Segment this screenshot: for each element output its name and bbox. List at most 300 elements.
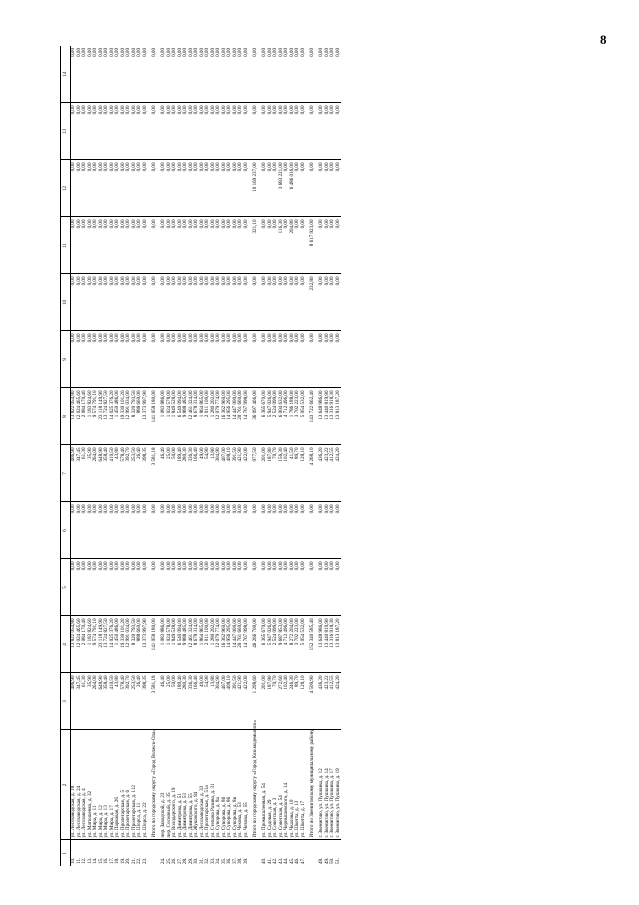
value-cell: 13 373 997,90 xyxy=(143,616,149,673)
row-number: 30. xyxy=(193,857,199,864)
value-cell: 0,00 xyxy=(295,274,301,331)
value-cell: 0,00 xyxy=(336,103,342,160)
value-cell: 0,00 xyxy=(132,46,138,103)
value-cell: 14 025 376,20 xyxy=(110,616,116,673)
value-cell: 0,00 xyxy=(132,331,138,388)
value-cell: 412,55 xyxy=(330,673,336,730)
value-cell: 70,70 xyxy=(273,673,279,730)
value-cell: 0,00 xyxy=(330,274,336,331)
value-cell: 0,00 xyxy=(115,46,121,103)
column-header: 2 xyxy=(61,730,71,840)
value-cell: 0,00 xyxy=(211,160,217,217)
value-cell: 0,00 xyxy=(233,502,239,559)
value-cell: 0,00 xyxy=(262,274,268,331)
value-cell: 13,80 xyxy=(211,445,217,502)
value-cell: 156,30 xyxy=(279,445,285,502)
value-cell: 0,00 xyxy=(104,46,110,103)
value-cell: 0,00 xyxy=(222,502,228,559)
value-cell: 5 947 026,00 xyxy=(268,388,274,445)
value-cell: 0,00 xyxy=(244,160,250,217)
value-cell: 436,20 xyxy=(319,445,325,502)
value-cell: 0,00 xyxy=(244,331,250,388)
value-cell: 89,70 xyxy=(295,445,301,502)
row-number: 19. xyxy=(119,857,126,864)
table-body xyxy=(71,46,342,866)
value-cell: 4 712 496,00 xyxy=(284,616,290,673)
value-cell: 0,00 xyxy=(244,46,250,103)
value-cell: 0,00 xyxy=(183,46,189,103)
value-cell: 0,00 xyxy=(178,331,184,388)
value-cell: 54,90 xyxy=(205,673,211,730)
value-cell: 0,00 xyxy=(167,217,173,274)
value-cell: 0,00 xyxy=(77,46,83,103)
address-cell: пер. Сосновый, д. 35 xyxy=(167,730,173,840)
value-cell: 20 761 660,00 xyxy=(238,616,244,673)
value-cell: 0,00 xyxy=(126,502,132,559)
row-number: 16. xyxy=(103,857,109,864)
value-cell: 14 956 295,00 xyxy=(227,616,233,673)
value-cell: 8 320 793,50 xyxy=(132,616,138,673)
value-cell: 0,00 xyxy=(290,103,296,160)
value-cell: 0,00 xyxy=(148,160,161,217)
value-cell: 2 084 170,40 xyxy=(82,388,88,445)
value-cell: 0,00 xyxy=(233,559,239,616)
value-cell: 0,00 xyxy=(99,331,105,388)
value-cell: 0,00 xyxy=(284,559,290,616)
value-cell: 0,00 xyxy=(143,331,149,388)
value-cell: 358,40 xyxy=(104,445,110,502)
value-cell: 128,10 xyxy=(301,445,307,502)
value-cell: 0,00 xyxy=(137,331,143,388)
value-cell: 0,00 xyxy=(99,46,105,103)
value-cell: 0,00 xyxy=(82,103,88,160)
value-cell: 0,00 xyxy=(104,502,110,559)
value-cell: 9 888 485,00 xyxy=(183,388,189,445)
value-cell: 0,00 xyxy=(148,502,161,559)
value-cell: 5 054 532,00 xyxy=(301,388,307,445)
value-cell: 0,00 xyxy=(194,46,200,103)
value-cell: 0,00 xyxy=(178,46,184,103)
value-cell: 0,00 xyxy=(211,103,217,160)
value-cell: 14 956 295,00 xyxy=(227,388,233,445)
value-cell: 0,00 xyxy=(273,559,279,616)
value-cell: 436,20 xyxy=(319,673,325,730)
value-cell: 0,00 xyxy=(189,217,195,274)
value-cell: 0,00 xyxy=(137,274,143,331)
value-cell: 0,00 xyxy=(319,274,325,331)
value-cell: 13 316 918,30 xyxy=(330,388,336,445)
row-number: 14. xyxy=(92,857,98,864)
value-cell: 0,00 xyxy=(194,274,200,331)
value-cell: 977,50 xyxy=(249,445,262,502)
row-number: 44. xyxy=(283,857,289,864)
value-cell: 0,00 xyxy=(82,331,88,388)
value-cell: 0,00 xyxy=(301,160,307,217)
value-cell: 0,00 xyxy=(238,274,244,331)
row-number: 39. xyxy=(242,857,249,864)
value-cell: 0,00 xyxy=(200,331,206,388)
value-cell: 0,00 xyxy=(216,274,222,331)
value-cell: 6 540 094,00 xyxy=(178,616,184,673)
value-cell: 0,00 xyxy=(93,502,99,559)
value-cell: 0,00 xyxy=(126,160,132,217)
value-cell: 347,45 xyxy=(77,673,83,730)
column-header: 5 xyxy=(61,559,71,616)
value-cell: 6 004 632,00 xyxy=(279,388,285,445)
value-cell: 3 581,18 xyxy=(148,445,161,502)
address-cell: ул. Садовая, д. 29 xyxy=(268,730,274,840)
value-cell: 0,00 xyxy=(93,331,99,388)
value-cell: 423,22 xyxy=(325,673,331,730)
value-cell: 0,00 xyxy=(238,46,244,103)
value-cell: 1 849 528,00 xyxy=(172,388,178,445)
value-cell: 0,00 xyxy=(115,217,121,274)
value-cell: 0,00 xyxy=(167,103,173,160)
value-cell: 0,00 xyxy=(216,502,222,559)
value-cell: 0,00 xyxy=(71,103,77,160)
value-cell: 166,40 xyxy=(194,673,200,730)
value-cell: 0,00 xyxy=(319,160,325,217)
value-cell: 54,90 xyxy=(205,445,211,502)
value-cell: 0,00 xyxy=(306,46,319,103)
value-cell: 578,40 xyxy=(121,445,127,502)
value-cell: 0,00 xyxy=(110,217,116,274)
value-cell: 0,00 xyxy=(148,217,161,274)
value-cell: 14 447 000,00 xyxy=(233,388,239,445)
value-cell: 6 486 016,00 xyxy=(290,160,296,217)
value-cell: 0,00 xyxy=(183,331,189,388)
value-cell: 0,00 xyxy=(279,502,285,559)
value-cell: 0,00 xyxy=(290,502,296,559)
value-cell: 1 024 578,00 xyxy=(167,616,173,673)
value-cell: 0,00 xyxy=(183,217,189,274)
value-cell: 0,00 xyxy=(99,559,105,616)
value-cell: 421,90 xyxy=(238,673,244,730)
value-cell: 0,00 xyxy=(126,274,132,331)
value-cell: 0,00 xyxy=(290,274,296,331)
row-number: 35. xyxy=(220,857,227,864)
value-cell: 2 011 100,00 xyxy=(205,388,211,445)
address-cell: ул. Лесозаводская, д. 4 xyxy=(82,730,88,840)
value-cell: 0,00 xyxy=(273,331,279,388)
value-cell: 0,00 xyxy=(115,559,121,616)
value-cell: 0,00 xyxy=(325,103,331,160)
value-cell: 0,00 xyxy=(211,502,217,559)
value-cell: 0,00 xyxy=(121,559,127,616)
value-cell: 0,00 xyxy=(268,160,274,217)
value-cell: 648,90 xyxy=(99,673,105,730)
value-cell: 23 118 149,90 xyxy=(99,616,105,673)
value-cell: 0,00 xyxy=(71,559,77,616)
value-cell: 0,00 xyxy=(279,103,285,160)
address-cell: ул. Мира, д. 17 xyxy=(110,730,116,840)
value-cell: 0,00 xyxy=(71,502,77,559)
column-header: 3 xyxy=(61,673,71,730)
value-cell: 166,40 xyxy=(194,445,200,502)
value-cell: 0,00 xyxy=(319,103,325,160)
value-cell: 0,00 xyxy=(82,160,88,217)
value-cell: 336,30 xyxy=(189,445,195,502)
value-cell: 0,00 xyxy=(205,160,211,217)
value-cell: 0,00 xyxy=(172,274,178,331)
value-cell: 347,45 xyxy=(77,445,83,502)
row-number: 33. xyxy=(209,857,216,864)
address-cell: ул. Чехова, д. 55 xyxy=(244,730,250,840)
value-cell: 0,00 xyxy=(273,46,279,103)
row-number: 18. xyxy=(114,857,120,864)
value-cell: 8 272 204,00 xyxy=(290,616,296,673)
value-cell: 0,00 xyxy=(167,331,173,388)
value-cell: 0,00 xyxy=(121,160,127,217)
value-cell: 1 864 865,00 xyxy=(200,616,206,673)
address-cell: ул. Мира, д. 13 xyxy=(104,730,110,840)
value-cell: 0,00 xyxy=(148,46,161,103)
value-cell: 0,00 xyxy=(143,103,149,160)
value-cell: 407,00 xyxy=(222,445,228,502)
value-cell: 0,00 xyxy=(325,217,331,274)
value-cell: 0,00 xyxy=(104,331,110,388)
value-cell: 0,00 xyxy=(273,502,279,559)
value-cell: 23 118 149,90 xyxy=(99,388,105,445)
value-cell: 0,00 xyxy=(306,103,319,160)
value-cell: 0,00 xyxy=(268,331,274,388)
value-cell: 0,00 xyxy=(295,502,301,559)
value-cell: 12 079 774,00 xyxy=(216,616,222,673)
value-cell: 0,00 xyxy=(148,274,161,331)
value-cell: 0,00 xyxy=(249,274,262,331)
value-cell: 304,90 xyxy=(216,673,222,730)
value-cell: 0,00 xyxy=(227,559,233,616)
value-cell: 1 083 886,00 xyxy=(161,616,167,673)
value-cell: 0,00 xyxy=(244,502,250,559)
value-cell: 0,00 xyxy=(77,160,83,217)
address-cell: ул. Лесозаводская, д. 24 xyxy=(77,730,83,840)
value-cell: 0,00 xyxy=(306,160,319,217)
value-cell: 408,10 xyxy=(227,445,233,502)
value-cell: 0,00 xyxy=(137,502,143,559)
value-cell: 0,00 xyxy=(200,502,206,559)
value-cell: 0,00 xyxy=(233,217,239,274)
value-cell: 1 864 865,00 xyxy=(200,388,206,445)
value-cell: 0,00 xyxy=(222,559,228,616)
value-cell: 0,00 xyxy=(71,217,77,274)
value-cell: 253,50 xyxy=(132,445,138,502)
value-cell: 1 298,60 xyxy=(249,673,262,730)
value-cell: 0,00 xyxy=(325,502,331,559)
value-cell: 0,00 xyxy=(126,46,132,103)
address-cell: ул. Пролетарская, д. 51а xyxy=(205,730,211,840)
value-cell: 141 058 180,00 xyxy=(148,388,161,445)
value-cell: 0,00 xyxy=(284,331,290,388)
row-number: 31. xyxy=(198,857,205,864)
column-header: 8 xyxy=(61,388,71,445)
value-cell: 35,90 xyxy=(88,445,94,502)
value-cell: 0,00 xyxy=(82,46,88,103)
value-cell: 0,00 xyxy=(227,274,233,331)
value-cell: 0,00 xyxy=(249,559,262,616)
value-cell: 0,00 xyxy=(290,46,296,103)
value-cell: 128,10 xyxy=(301,673,307,730)
value-cell: 0,00 xyxy=(279,274,285,331)
value-cell: 0,00 xyxy=(273,274,279,331)
value-cell: 0,00 xyxy=(189,559,195,616)
value-cell: 12 461 324,00 xyxy=(189,388,195,445)
value-cell: 12 991 034,00 xyxy=(126,388,132,445)
value-cell: 0,00 xyxy=(148,331,161,388)
value-cell: 648,90 xyxy=(99,445,105,502)
value-cell: 410,50 xyxy=(110,445,116,502)
housing-table xyxy=(60,46,341,866)
value-cell: 0,00 xyxy=(194,217,200,274)
value-cell: 12 461 324,00 xyxy=(189,616,195,673)
value-cell: 3 702 223,00 xyxy=(295,388,301,445)
value-cell: 0,00 xyxy=(295,331,301,388)
value-cell: 272,60 xyxy=(279,673,285,730)
value-cell: 8 320 793,50 xyxy=(132,388,138,445)
value-cell: 0,00 xyxy=(295,160,301,217)
value-cell: 0,00 xyxy=(132,103,138,160)
value-cell: 16 362 960,00 xyxy=(222,388,228,445)
value-cell: 0,00 xyxy=(330,103,336,160)
column-header: 11 xyxy=(61,217,71,274)
value-cell: 0,00 xyxy=(88,46,94,103)
value-cell: 0,00 xyxy=(290,559,296,616)
value-cell: 1 786 188,00 xyxy=(290,388,296,445)
value-cell: 391,50 xyxy=(233,445,239,502)
value-cell: 0,00 xyxy=(330,217,336,274)
value-cell: 0,00 xyxy=(167,559,173,616)
value-cell: 0,00 xyxy=(301,331,307,388)
value-cell: 46,40 xyxy=(161,673,167,730)
value-cell: 0,00 xyxy=(306,331,319,388)
value-cell: 358,40 xyxy=(104,673,110,730)
value-cell: 0,00 xyxy=(71,160,77,217)
value-cell: 0,00 xyxy=(238,217,244,274)
value-cell: 0,00 xyxy=(143,160,149,217)
value-cell: 13 724 827,50 xyxy=(104,616,110,673)
value-cell: 0,00 xyxy=(189,103,195,160)
value-cell: 0,00 xyxy=(143,217,149,274)
row-number: 26. xyxy=(171,857,177,864)
value-cell: 0,00 xyxy=(227,46,233,103)
value-cell: 0,00 xyxy=(172,46,178,103)
value-cell: 189,40 xyxy=(178,673,184,730)
value-cell: 410,50 xyxy=(110,673,116,730)
value-cell: 0,00 xyxy=(336,502,342,559)
address-cell: ул. Димитрова, д. 51 xyxy=(178,730,184,840)
value-cell: 0,00 xyxy=(121,103,127,160)
value-cell: 0,00 xyxy=(183,103,189,160)
value-cell: 13 440 819,90 xyxy=(325,616,331,673)
value-cell: 0,00 xyxy=(194,559,200,616)
value-cell: 0,00 xyxy=(268,217,274,274)
value-cell: 0,00 xyxy=(301,217,307,274)
column-header: 10 xyxy=(61,274,71,331)
value-cell: 12 079 774,00 xyxy=(216,388,222,445)
value-cell: 0,00 xyxy=(93,103,99,160)
address-cell: ул. Суворова, д. 8в xyxy=(233,730,239,840)
value-cell: 0,00 xyxy=(137,160,143,217)
value-cell: 391,50 xyxy=(233,673,239,730)
address-cell: ул. Димитрова, д. 53 xyxy=(183,730,189,840)
row-number: 24. xyxy=(160,857,166,864)
value-cell: 0,00 xyxy=(268,502,274,559)
value-cell: 0,00 xyxy=(93,217,99,274)
value-cell: 4 712 496,00 xyxy=(284,388,290,445)
value-cell: 0,00 xyxy=(319,502,325,559)
row-number: 12. xyxy=(81,857,87,864)
value-cell: 0,00 xyxy=(233,160,239,217)
value-cell: 0,00 xyxy=(301,46,307,103)
value-cell: 0,00 xyxy=(262,160,268,217)
value-cell: 0,00 xyxy=(268,274,274,331)
value-cell: 0,00 xyxy=(99,103,105,160)
value-cell: 0,00 xyxy=(233,46,239,103)
value-cell: 12 024 465,60 xyxy=(77,388,83,445)
value-cell: 3 702 223,00 xyxy=(295,616,301,673)
value-cell: 0,00 xyxy=(233,103,239,160)
value-cell: 0,00 xyxy=(99,274,105,331)
value-cell: 0,00 xyxy=(227,160,233,217)
value-cell: 0,00 xyxy=(172,217,178,274)
value-cell: 0,00 xyxy=(284,160,290,217)
value-cell: 116,30 xyxy=(279,217,285,274)
value-cell: 6 365 670,00 xyxy=(262,616,268,673)
value-cell: 1 849 528,00 xyxy=(172,616,178,673)
value-cell: 0,00 xyxy=(227,331,233,388)
value-cell: 0,00 xyxy=(143,502,149,559)
value-cell: 0,00 xyxy=(306,502,319,559)
address-cell: ул. Пролетарская, д. 6 xyxy=(126,730,132,840)
value-cell: 0,00 xyxy=(161,274,167,331)
value-cell: 0,00 xyxy=(104,217,110,274)
value-cell: 12 024 465,60 xyxy=(77,616,83,673)
address-cell: пер. Заводской, д. 23 xyxy=(161,730,167,840)
value-cell: 14 447 000,00 xyxy=(233,616,239,673)
table-header xyxy=(61,46,71,866)
value-cell: 0,00 xyxy=(211,217,217,274)
value-cell: 0,00 xyxy=(178,217,184,274)
value-cell: 49,00 xyxy=(200,673,206,730)
value-cell: 578,40 xyxy=(121,673,127,730)
value-cell: 0,00 xyxy=(268,559,274,616)
value-cell: 0,00 xyxy=(161,559,167,616)
value-cell: 141 058 180,00 xyxy=(148,616,161,673)
row-number: 17. xyxy=(108,857,115,864)
value-cell: 0,00 xyxy=(336,46,342,103)
value-cell: 0,00 xyxy=(227,217,233,274)
value-cell: 0,00 xyxy=(325,331,331,388)
value-cell: 0,00 xyxy=(172,559,178,616)
value-cell: 0,00 xyxy=(172,160,178,217)
value-cell: 25,00 xyxy=(167,445,173,502)
value-cell: 0,00 xyxy=(172,331,178,388)
value-cell: 0,00 xyxy=(132,559,138,616)
value-cell: 2 524 099,00 xyxy=(273,388,279,445)
value-cell: 392,70 xyxy=(126,445,132,502)
value-cell: 0,00 xyxy=(238,160,244,217)
value-cell: 0,00 xyxy=(273,103,279,160)
value-cell: 0,00 xyxy=(93,559,99,616)
address-cell: ул. Пролетарская, д. 112 xyxy=(132,730,138,840)
column-header: 6 xyxy=(61,502,71,559)
value-cell: 0,00 xyxy=(200,559,206,616)
value-cell: 0,00 xyxy=(295,217,301,274)
value-cell: 9 574 791,10 xyxy=(93,388,99,445)
value-cell: 0,00 xyxy=(216,46,222,103)
value-cell: 0,00 xyxy=(82,502,88,559)
address-cell: ул. Советская, д. 3 xyxy=(273,730,279,840)
